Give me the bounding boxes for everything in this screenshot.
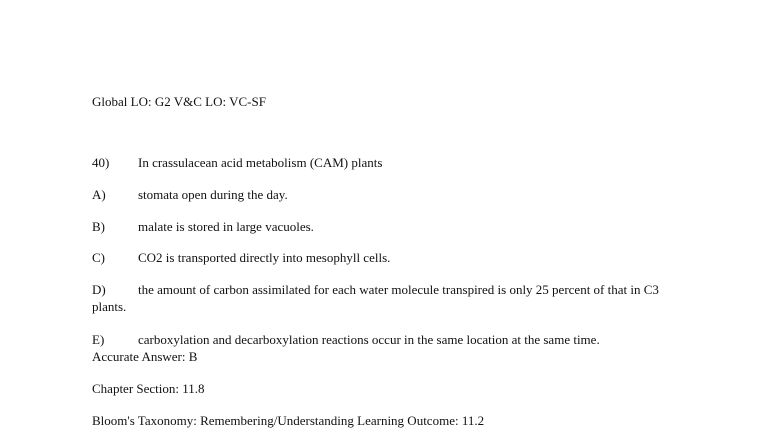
global-lo-line: Global LO: G2 V&C LO: VC-SF	[92, 94, 266, 109]
option-label: A)	[92, 187, 106, 202]
option-label: C)	[92, 250, 105, 265]
option-label: D)	[92, 282, 106, 297]
option-a	[92, 186, 702, 203]
blooms-taxonomy-line: Bloom's Taxonomy: Remembering/Understanding Learning Outcome: 11.2	[92, 413, 485, 428]
question-text: In crassulacean acid metabolism (CAM) plants	[138, 155, 383, 170]
option-d	[92, 281, 692, 315]
answer-line: Accurate Answer: B	[92, 349, 198, 364]
question-number: 40)	[92, 155, 110, 170]
option-label: B)	[92, 219, 105, 234]
option-text: carboxylation and decarboxylation reactions occur in the same location at the same time.	[138, 332, 600, 347]
option-text: malate is stored in large vacuoles.	[138, 219, 314, 234]
option-text: the amount of carbon assimilated for each water molecule transpired is only 25 percent of that in C3 plants.	[92, 282, 659, 314]
question-stem	[92, 154, 702, 171]
option-e	[92, 331, 702, 348]
option-label: E)	[92, 332, 105, 347]
option-b	[92, 218, 702, 235]
option-c	[92, 249, 702, 266]
chapter-section-line: Chapter Section: 11.8	[92, 381, 205, 396]
option-text: stomata open during the day.	[138, 187, 288, 202]
option-text: CO2 is transported directly into mesophyll cells.	[138, 250, 391, 265]
